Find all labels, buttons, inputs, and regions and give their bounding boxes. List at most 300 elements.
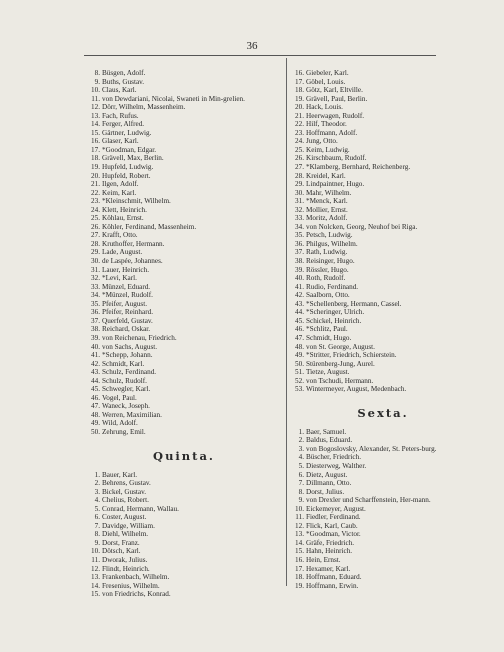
list-item — [290, 360, 476, 369]
list-item — [86, 394, 282, 403]
entry-number: 1. — [94, 470, 100, 479]
list-item — [86, 214, 282, 223]
entry-name: Eickemeyer, August. — [306, 504, 366, 513]
entry-name: von Dewdariani, Nicolai, Swaneti in Min-grelien. — [102, 94, 245, 103]
entry-number: 34. — [91, 291, 100, 300]
entry-number: 30. — [295, 188, 304, 197]
entry-name: von Sachs, August. — [102, 342, 158, 351]
list-item — [290, 428, 476, 437]
entry-number: 10. — [91, 86, 100, 95]
list-item — [86, 590, 282, 599]
entry-name: Petsch, Ludwig. — [306, 231, 353, 240]
entry-number: 37. — [295, 248, 304, 257]
list-item — [86, 129, 282, 138]
list-item — [290, 266, 476, 275]
entry-name: Waneck, Joseph. — [102, 402, 150, 411]
entry-number: 9. — [298, 496, 304, 505]
entry-number: 7. — [94, 521, 100, 530]
entry-name: von Drexler und Scharffenstein, Her-mann. — [306, 496, 431, 505]
list-item — [86, 539, 282, 548]
entry-name: Diesterweg, Walther. — [306, 461, 367, 470]
entry-name: Fresenius, Wilhelm. — [102, 581, 160, 590]
list-item — [290, 479, 476, 488]
entry-name: Schmidt, Karl. — [102, 359, 145, 368]
entry-name: Ilgen, Adolf. — [102, 180, 139, 189]
list-item — [290, 351, 476, 360]
entry-name: Frankenbach, Wilhelm. — [102, 573, 170, 582]
page-number: 36 — [246, 40, 258, 52]
entry-name: Dorst, Franz. — [102, 538, 140, 547]
list-item — [86, 377, 282, 386]
entry-name: Rössler, Hugo. — [306, 265, 349, 274]
list-item — [290, 325, 476, 334]
list-item — [290, 172, 476, 181]
list-item — [290, 547, 476, 556]
list-item — [86, 69, 282, 78]
list-item — [290, 129, 476, 138]
entry-name: Chelius, Robert. — [102, 496, 149, 505]
list-item — [86, 172, 282, 181]
list-item — [290, 197, 476, 206]
list-item — [86, 428, 282, 437]
entry-number: 15. — [91, 590, 100, 599]
entry-name: Gärtner, Ludwig. — [102, 128, 152, 137]
entry-number: 46. — [91, 393, 100, 402]
list-item — [86, 402, 282, 411]
list-item — [290, 78, 476, 87]
list-item — [290, 248, 476, 257]
entry-name: Reichard, Oskar. — [102, 325, 151, 334]
entry-name: Baldus, Eduard. — [306, 436, 353, 445]
entry-number: 26. — [295, 154, 304, 163]
list-item — [86, 231, 282, 240]
list-item — [290, 317, 476, 326]
list-item — [290, 471, 476, 480]
entry-name: Wild, Adolf. — [102, 419, 138, 428]
entry-number: 3. — [94, 487, 100, 496]
entry-number: 49. — [295, 351, 304, 360]
entry-number: 40. — [91, 342, 100, 351]
entry-number: 25. — [295, 145, 304, 154]
entry-number: 50. — [295, 359, 304, 368]
entry-name: Hein, Ernst. — [306, 555, 341, 564]
list-item — [86, 257, 282, 266]
entry-number: 39. — [295, 265, 304, 274]
entry-number: 5. — [298, 461, 304, 470]
entry-name: Fiedler, Ferdinand. — [306, 513, 361, 522]
entry-number: 40. — [295, 274, 304, 283]
entry-name: Hack, Louis. — [306, 103, 343, 112]
entry-name: Zehrung, Emil. — [102, 427, 146, 436]
entry-name: *Schepp, Johann. — [102, 351, 153, 360]
entry-number: 16. — [91, 137, 100, 146]
entry-name: Köhler, Ferdinand, Massenheim. — [102, 222, 197, 231]
list-item — [290, 214, 476, 223]
entry-number: 21. — [91, 180, 100, 189]
entry-number: 52. — [295, 376, 304, 385]
list-item — [86, 86, 282, 95]
entry-number: 41. — [295, 282, 304, 291]
entry-number: 29. — [91, 248, 100, 257]
entry-name: Krafft, Otto. — [102, 231, 138, 240]
list-item — [290, 573, 476, 582]
entry-name: *Schlitz, Paul. — [306, 325, 348, 334]
entry-name: Fach, Rufus. — [102, 111, 139, 120]
list-item — [86, 248, 282, 257]
entry-number: 29. — [295, 180, 304, 189]
list-item — [86, 274, 282, 283]
entry-number: 14. — [91, 120, 100, 129]
list-item — [290, 462, 476, 471]
entry-name: Kruthoffer, Hermann. — [102, 239, 165, 248]
entry-name: Dietz, August. — [306, 470, 348, 479]
list-item — [290, 154, 476, 163]
list-item — [86, 120, 282, 129]
entry-number: 42. — [295, 291, 304, 300]
entry-number: 43. — [91, 368, 100, 377]
entry-number: 17. — [295, 77, 304, 86]
entry-name: Flick, Karl, Caub. — [306, 521, 358, 530]
list-item — [86, 530, 282, 539]
entry-number: 38. — [295, 257, 304, 266]
list-item — [290, 308, 476, 317]
entry-number: 16. — [295, 69, 304, 77]
entry-number: 32. — [295, 205, 304, 214]
list-item — [86, 223, 282, 232]
entry-number: 50. — [91, 427, 100, 436]
entry-name: Jung, Otto. — [306, 137, 338, 146]
entry-name: Diehl, Wilhelm. — [102, 530, 149, 539]
entry-name: Roth, Rudolf. — [306, 274, 346, 283]
list-item — [290, 488, 476, 497]
entry-name: Werren, Maximilian. — [102, 410, 162, 419]
entry-name: Gräfe, Friedrich. — [306, 538, 355, 547]
entry-number: 16. — [295, 555, 304, 564]
list-item — [86, 325, 282, 334]
entry-number: 3. — [298, 444, 304, 453]
list-item — [86, 197, 282, 206]
list-item — [86, 283, 282, 292]
entry-number: 19. — [91, 163, 100, 172]
left-column — [86, 69, 282, 599]
entry-name: Claus, Karl. — [102, 86, 137, 95]
right-column — [290, 69, 476, 590]
list-item — [86, 522, 282, 531]
list-item — [86, 154, 282, 163]
entry-number: 17. — [295, 564, 304, 573]
list-item — [86, 240, 282, 249]
entry-number: 25. — [91, 214, 100, 223]
entry-name: Dörr, Wilhelm, Massenheim. — [102, 103, 186, 112]
entry-name: von Friedrichs, Konrad. — [102, 590, 171, 599]
entry-name: Baer, Samuel. — [306, 427, 347, 436]
entry-number: 27. — [295, 163, 304, 172]
entry-name: Lauer, Heinrich. — [102, 265, 150, 274]
list-item — [290, 146, 476, 155]
list-item — [290, 565, 476, 574]
entry-name: Hupfeld, Robert. — [102, 171, 151, 180]
entry-number: 11. — [295, 513, 304, 522]
entry-number: 36. — [91, 308, 100, 317]
list-item — [290, 291, 476, 300]
entry-number: 24. — [295, 137, 304, 146]
entry-number: 8. — [94, 69, 100, 77]
list-item — [86, 95, 282, 104]
entry-number: 17. — [91, 145, 100, 154]
entry-number: 38. — [91, 325, 100, 334]
entry-number: 19. — [295, 581, 304, 590]
entry-number: 14. — [295, 538, 304, 547]
list-item — [86, 103, 282, 112]
entry-name: Hupfeld, Ludwig. — [102, 163, 154, 172]
sexta-heading: Sexta. — [357, 405, 409, 420]
entry-name: *Menck, Karl. — [306, 197, 348, 206]
entry-name: Kreidel, Karl. — [306, 171, 346, 180]
entry-name: Bauer, Karl. — [102, 470, 138, 479]
entry-number: 32. — [91, 274, 100, 283]
entry-name: *Levi, Karl. — [102, 274, 137, 283]
list-item — [86, 189, 282, 198]
entry-number: 4. — [298, 453, 304, 462]
entry-number: 1. — [298, 427, 304, 436]
entry-name: Buths, Gustav. — [102, 77, 145, 86]
list-item — [86, 547, 282, 556]
entry-number: 11. — [91, 94, 100, 103]
entry-name: Hahn, Heinrich. — [306, 547, 353, 556]
list-item — [86, 334, 282, 343]
entry-number: 22. — [295, 120, 304, 129]
entry-name: Kirschbaum, Rudolf. — [306, 154, 367, 163]
entry-number: 48. — [91, 410, 100, 419]
list-item — [290, 180, 476, 189]
entry-name: Glaser, Karl. — [102, 137, 139, 146]
list-item — [86, 308, 282, 317]
entry-number: 7. — [298, 479, 304, 488]
entry-name: *Stritter, Friedrich, Schierstein. — [306, 351, 397, 360]
entry-name: Rudio, Ferdinand. — [306, 282, 359, 291]
entry-number: 9. — [94, 77, 100, 86]
list-item — [290, 274, 476, 283]
list-item — [290, 436, 476, 445]
entry-number: 20. — [295, 103, 304, 112]
entry-name: Giebeler, Karl. — [306, 69, 349, 77]
entry-name: von Nolcken, Georg, Neuhof bei Riga. — [306, 222, 418, 231]
entry-name: Heerwagen, Rudolf. — [306, 111, 365, 120]
list-item — [290, 189, 476, 198]
entry-name: *Münzel, Rudolf. — [102, 291, 153, 300]
entry-name: Büsgen, Adolf. — [102, 69, 146, 77]
entry-name: Tietze, August. — [306, 368, 350, 377]
entry-name: Schickel, Heinrich. — [306, 316, 362, 325]
list-item — [86, 137, 282, 146]
entry-number: 44. — [295, 308, 304, 317]
list-item — [86, 343, 282, 352]
list-item — [290, 385, 476, 394]
list-item — [86, 291, 282, 300]
entry-name: Hexamer, Karl. — [306, 564, 351, 573]
list-item — [86, 317, 282, 326]
entry-number: 8. — [298, 487, 304, 496]
list-item — [290, 231, 476, 240]
entry-number: 44. — [91, 376, 100, 385]
entry-number: 11. — [91, 555, 100, 564]
sexta-list — [290, 428, 476, 590]
list-item — [290, 86, 476, 95]
entry-number: 35. — [91, 299, 100, 308]
list-item — [86, 419, 282, 428]
entry-number: 27. — [91, 231, 100, 240]
entry-number: 12. — [295, 521, 304, 530]
entry-name: Bickel, Gustav. — [102, 487, 147, 496]
entry-name: von Bogoslovsky, Alexander, St. Peters-burg. — [306, 444, 437, 453]
entry-name: Hoffmann, Eduard. — [306, 573, 362, 582]
entry-number: 20. — [91, 171, 100, 180]
entry-number: 12. — [91, 103, 100, 112]
list-item — [86, 78, 282, 87]
entry-number: 13. — [91, 573, 100, 582]
entry-name: Mollier, Ernst. — [306, 205, 348, 214]
entry-name: *Goodman, Victor. — [306, 530, 361, 539]
entry-name: Dorst, Julius. — [306, 487, 345, 496]
entry-name: von Tschudi, Hermann. — [306, 376, 374, 385]
list-item — [290, 522, 476, 531]
entry-number: 6. — [94, 513, 100, 522]
entry-name: Davidge, William. — [102, 521, 155, 530]
entry-number: 13. — [295, 530, 304, 539]
entry-name: Keim, Ludwig. — [306, 145, 350, 154]
entry-number: 33. — [295, 214, 304, 223]
entry-number: 5. — [94, 504, 100, 513]
entry-number: 13. — [91, 111, 100, 120]
entry-name: Rath, Ludwig. — [306, 248, 348, 257]
list-item — [290, 257, 476, 266]
list-item — [290, 343, 476, 352]
list-item — [290, 103, 476, 112]
entry-name: Pfeifer, August. — [102, 299, 148, 308]
entry-number: 19. — [295, 94, 304, 103]
entry-number: 47. — [91, 402, 100, 411]
list-item — [290, 120, 476, 129]
entry-number: 2. — [94, 479, 100, 488]
entry-name: *Schellenberg, Hermann, Cassel. — [306, 299, 402, 308]
entry-number: 35. — [295, 231, 304, 240]
list-item — [86, 556, 282, 565]
entry-name: Dworak, Julius. — [102, 555, 148, 564]
list-item — [86, 385, 282, 394]
list-item — [290, 163, 476, 172]
header-rule — [84, 55, 436, 56]
entry-name: Conrad, Hermann, Wallau. — [102, 504, 179, 513]
entry-number: 34. — [295, 222, 304, 231]
entry-number: 21. — [295, 111, 304, 120]
entry-number: 30. — [91, 257, 100, 266]
list-item — [86, 266, 282, 275]
list-item — [290, 300, 476, 309]
entry-number: 18. — [295, 573, 304, 582]
list-item — [290, 496, 476, 505]
list-item — [86, 565, 282, 574]
list-item — [86, 411, 282, 420]
entry-number: 8. — [94, 530, 100, 539]
list-item — [86, 488, 282, 497]
entry-name: Reisinger, Hugo. — [306, 257, 355, 266]
entry-number: 51. — [295, 368, 304, 377]
list-item — [86, 368, 282, 377]
entry-number: 37. — [91, 316, 100, 325]
entry-number: 10. — [91, 547, 100, 556]
entry-number: 36. — [295, 239, 304, 248]
list-item — [290, 539, 476, 548]
entry-name: Göbel, Louis. — [306, 77, 346, 86]
list-item — [290, 513, 476, 522]
list-item — [86, 206, 282, 215]
entry-name: Lade, August. — [102, 248, 143, 257]
list-item — [86, 351, 282, 360]
entry-number: 41. — [91, 351, 100, 360]
list-item — [290, 377, 476, 386]
quinta-list — [86, 471, 282, 599]
list-item — [290, 530, 476, 539]
entry-number: 42. — [91, 359, 100, 368]
list-item — [290, 368, 476, 377]
list-item — [86, 479, 282, 488]
entry-name: Lindpaintner, Hugo. — [306, 180, 365, 189]
entry-number: 28. — [91, 239, 100, 248]
list-item — [86, 300, 282, 309]
entry-name: Keim, Karl. — [102, 188, 137, 197]
list-item — [86, 471, 282, 480]
entry-number: 18. — [91, 154, 100, 163]
entry-number: 23. — [295, 128, 304, 137]
list-item — [86, 112, 282, 121]
list-item — [290, 240, 476, 249]
list-item — [290, 453, 476, 462]
entry-name: *Klamberg, Bernhard, Reichenberg. — [306, 163, 411, 172]
entry-name: Mahr, Wilhelm. — [306, 188, 352, 197]
entry-number: 49. — [91, 419, 100, 428]
entry-name: Schulz, Ferdinand. — [102, 368, 157, 377]
entry-number: 48. — [295, 342, 304, 351]
entry-name: Saalborn, Otto. — [306, 291, 350, 300]
entry-number: 39. — [91, 333, 100, 342]
entry-name: Stürenberg-Jung, Aurel. — [306, 359, 375, 368]
list-item — [290, 223, 476, 232]
entry-name: *Scheringer, Ulrich. — [306, 308, 365, 317]
entry-name: Grävell, Paul, Berlin. — [306, 94, 368, 103]
entry-number: 2. — [298, 436, 304, 445]
entry-number: 12. — [91, 564, 100, 573]
entry-name: Münzel, Eduard. — [102, 282, 151, 291]
entry-number: 47. — [295, 333, 304, 342]
entry-number: 6. — [298, 470, 304, 479]
list-item — [86, 582, 282, 591]
student-list-continued — [86, 69, 282, 437]
entry-name: *Kleinschmit, Wilhelm. — [102, 197, 171, 206]
entry-number: 15. — [91, 128, 100, 137]
list-item — [290, 69, 476, 78]
list-item — [86, 513, 282, 522]
entry-name: Moritz, Adolf. — [306, 214, 348, 223]
quinta-heading: Quinta. — [153, 448, 215, 463]
entry-name: Flindt, Heinrich. — [102, 564, 150, 573]
entry-name: Philgus, Wilhelm. — [306, 239, 358, 248]
entry-number: 26. — [91, 222, 100, 231]
entry-name: Hilf, Theodor. — [306, 120, 347, 129]
entry-number: 45. — [91, 385, 100, 394]
entry-name: Wintermeyer, August, Medenbach. — [306, 385, 407, 394]
entry-name: von St. George, August. — [306, 342, 375, 351]
entry-name: Köhlau, Ernst. — [102, 214, 144, 223]
